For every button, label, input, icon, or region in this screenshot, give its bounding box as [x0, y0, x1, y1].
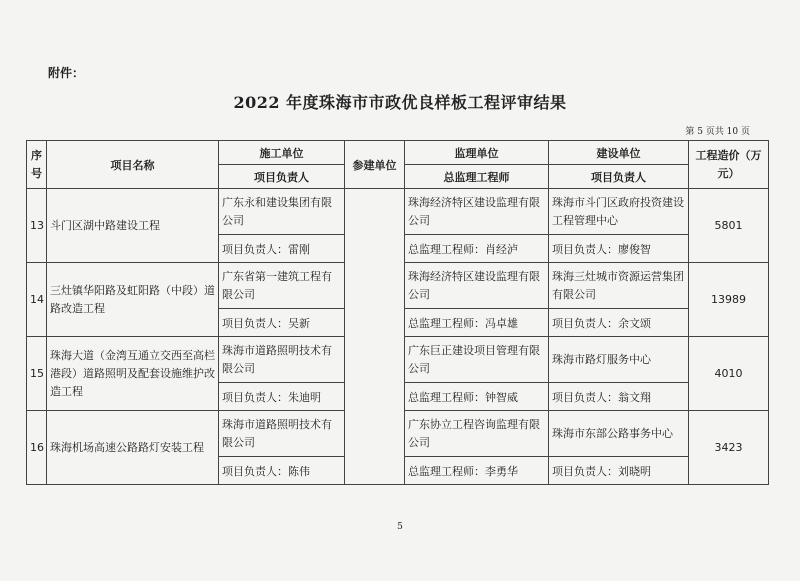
row-co-builder [345, 189, 405, 485]
row-owner-lead: 项目负责人：廖俊智 [549, 235, 689, 263]
header-supervisor: 监理单位 [405, 141, 549, 165]
row-owner-lead: 项目负责人：翁文翔 [549, 383, 689, 411]
row-supervisor: 广东巨正建设项目管理有限公司 [405, 337, 549, 383]
row-cost: 13989 [689, 263, 769, 337]
table-row [27, 189, 769, 235]
row-cost: 3423 [689, 411, 769, 485]
table-header-row [27, 141, 769, 165]
row-owner-lead: 项目负责人：刘晓明 [549, 457, 689, 485]
row-builder-lead: 项目负责人：吴新 [219, 309, 345, 337]
row-cost: 4010 [689, 337, 769, 411]
attachment-label: 附件： [48, 66, 85, 80]
row-project-name: 三灶镇华阳路及虹阳路（中段）道路改造工程 [47, 263, 219, 337]
header-seq: 序号 [27, 141, 47, 189]
row-owner: 珠海市路灯服务中心 [549, 337, 689, 383]
page-info: 第 5 页共 10 页 [685, 127, 750, 137]
row-supervisor-lead: 总监理工程师：冯卓雄 [405, 309, 549, 337]
header-name: 项目名称 [47, 141, 219, 189]
row-project-name: 珠海机场高速公路路灯安装工程 [47, 411, 219, 485]
row-builder: 珠海市道路照明技术有限公司 [219, 337, 345, 383]
row-builder: 广东省第一建筑工程有限公司 [219, 263, 345, 309]
row-owner: 珠海三灶城市资源运营集团有限公司 [549, 263, 689, 309]
row-builder: 珠海市道路照明技术有限公司 [219, 411, 345, 457]
header-owner-lead: 项目负责人 [549, 165, 689, 189]
row-builder-lead: 项目负责人：雷刚 [219, 235, 345, 263]
row-seq: 16 [27, 411, 47, 485]
row-supervisor: 珠海经济特区建设监理有限公司 [405, 189, 549, 235]
header-builder-lead: 项目负责人 [219, 165, 345, 189]
header-supervisor-lead: 总监理工程师 [405, 165, 549, 189]
header-builder: 施工单位 [219, 141, 345, 165]
row-project-name: 斗门区湖中路建设工程 [47, 189, 219, 263]
row-supervisor-lead: 总监理工程师：李勇华 [405, 457, 549, 485]
row-seq: 15 [27, 337, 47, 411]
page-number: 5 [397, 522, 403, 532]
results-table [26, 140, 769, 485]
row-project-name: 珠海大道（金湾互通立交西至高栏港段）道路照明及配套设施维护改造工程 [47, 337, 219, 411]
header-co-builder: 参建单位 [345, 141, 405, 189]
row-supervisor: 广东协立工程咨询监理有限公司 [405, 411, 549, 457]
row-seq: 14 [27, 263, 47, 337]
header-owner: 建设单位 [549, 141, 689, 165]
row-builder: 广东永和建设集团有限公司 [219, 189, 345, 235]
row-supervisor: 珠海经济特区建设监理有限公司 [405, 263, 549, 309]
row-supervisor-lead: 总监理工程师：肖经泸 [405, 235, 549, 263]
row-builder-lead: 项目负责人：朱迪明 [219, 383, 345, 411]
row-builder-lead: 项目负责人：陈伟 [219, 457, 345, 485]
row-owner: 珠海市斗门区政府投资建设工程管理中心 [549, 189, 689, 235]
row-seq: 13 [27, 189, 47, 263]
row-supervisor-lead: 总监理工程师：钟智威 [405, 383, 549, 411]
page-title: 2022 年度珠海市市政优良样板工程评审结果 [233, 93, 567, 112]
row-cost: 5801 [689, 189, 769, 263]
header-cost: 工程造价（万元） [689, 141, 769, 189]
row-owner-lead: 项目负责人：余文颂 [549, 309, 689, 337]
row-owner: 珠海市东部公路事务中心 [549, 411, 689, 457]
